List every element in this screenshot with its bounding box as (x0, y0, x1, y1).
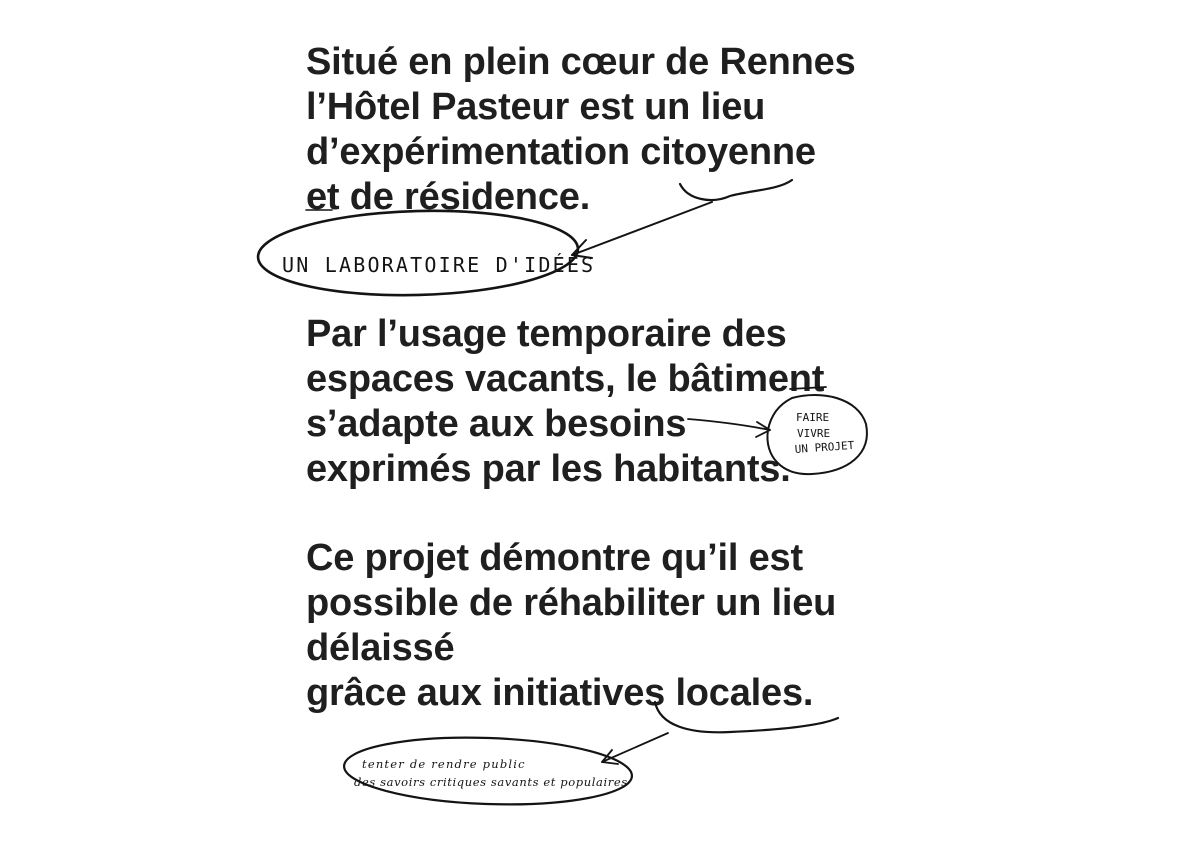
text-line: Situé en plein cœur de Rennes (306, 41, 856, 83)
text-line: possible de réhabiliter un lieu (306, 582, 837, 624)
text-line: Par l’usage temporaire des (306, 313, 787, 355)
text-line: espaces vacants, le bâtiment (306, 358, 825, 400)
arrow-stroke (688, 419, 770, 430)
text-line: grâce aux initiatives locales. (306, 672, 814, 714)
text-line: s’adapte aux besoins (306, 403, 687, 445)
brace-stroke (655, 702, 838, 732)
faire-vivre-note-line: VIVRE (797, 427, 831, 440)
text-line: Ce projet démontre qu’il est (306, 537, 803, 579)
text-line: et de résidence. (306, 176, 591, 218)
text-line: exprimés par les habitants. (306, 448, 791, 490)
brace-stroke (680, 180, 792, 200)
faire-vivre-note-line: UN PROJET (794, 438, 855, 456)
text-line: d’expérimentation citoyenne (306, 131, 816, 173)
faire-vivre-note-line: FAIRE (796, 411, 830, 424)
text-line: délaissé (306, 627, 455, 669)
tenter-ellipse (343, 733, 633, 809)
arrow-stroke (572, 202, 712, 255)
tenter-note-line: des savoirs critiques savants et populaires (354, 775, 628, 789)
text-line: l’Hôtel Pasteur est un lieu (306, 86, 766, 128)
tenter-note-line: tenter de rendre public (362, 757, 526, 771)
laboratoire-note: UN LABORATOIRE D'IDÉES (282, 253, 596, 277)
underline-stroke (790, 387, 826, 389)
